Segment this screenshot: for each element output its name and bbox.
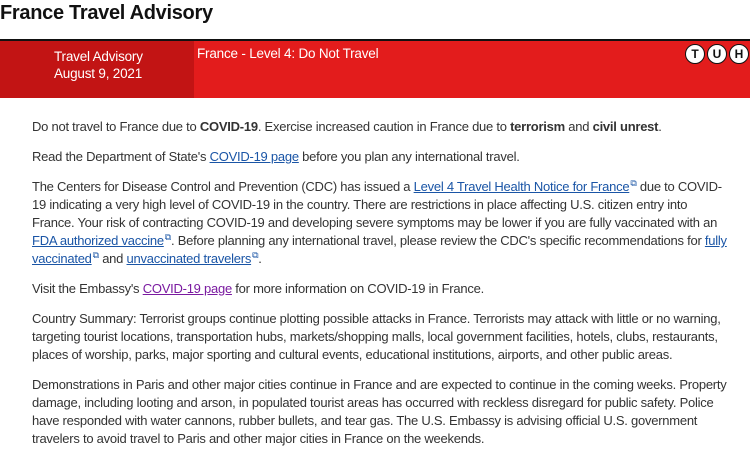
indicator-u-icon[interactable]: U [707,44,727,64]
external-link-icon: ⧉ [164,231,171,242]
embassy-covid-link[interactable]: COVID-19 page [142,281,232,296]
fully-vaccinated-link[interactable]: fully vaccinated [32,233,727,266]
advisory-date: August 9, 2021 [54,66,143,81]
demonstrations-paragraph: Demonstrations in Paris and other major cities continue in France and are expected to continue in the coming weeks. Property damage, including looting and arson, in populated tourist areas has occurred with reckless disregard for public safety. Police have responded with water cannons, rubber bullets, and tear gas. The U.S. Embassy is advising official U.S. government travelers to avoid travel to Paris and other major cities in France on the weekends. [32,377,727,446]
advisory-meta-panel [0,41,194,98]
external-link-icon: ⧉ [92,249,99,260]
advisory-content [32,118,732,460]
indicator-h-icon[interactable]: H [729,44,749,64]
advisory-level: France - Level 4: Do Not Travel [197,46,379,61]
embassy-paragraph: Visit the Embassy's COVID-19 page for more information on COVID-19 in France. [32,281,484,296]
advisory-type-label: Travel Advisory [54,49,143,64]
country-summary: Country Summary: Terrorist groups continue plotting possible attacks in France. Terrorists may attack with little or no warning, targeting tourist locations, transportation hubs, markets/shopping malls, local government facilities, hotels, clubs, restaurants, places of worship, parks, major sporting and cultural events, educational institutions, airports, and other public areas. [32,311,721,362]
state-covid-link[interactable]: COVID-19 page [209,149,299,164]
unvaccinated-travelers-link[interactable]: unvaccinated travelers [126,251,252,266]
external-link-icon: ⧉ [630,177,637,188]
cdc-level4-notice-link[interactable]: Level 4 Travel Health Notice for France [413,179,630,194]
risk-indicators [685,44,749,64]
fda-vaccine-link[interactable]: FDA authorized vaccine [32,233,164,248]
state-dept-paragraph: Read the Department of State's COVID-19 page before you plan any international travel. [32,149,520,164]
advisory-summary: Do not travel to France due to COVID-19. Exercise increased caution in France due to terrorism and civil unrest. [32,119,662,134]
external-link-icon: ⧉ [252,249,259,260]
cdc-paragraph: The Centers for Disease Control and Prevention (CDC) has issued a Level 4 Travel Health Notice for France⧉ due to COVID-19 indicating a very high level of COVID-19 in the country. There are restrictions in place affecting U.S. citizen entry into France. Your risk of contracting COVID-19 and developing severe symptoms may be lower if you are fully vaccinated with an FDA authorized vaccine⧉. Before planning any international travel, please review the CDC's specific recommendations for fully vaccinated⧉ and unvaccinated travelers⧉. [32,177,727,266]
indicator-t-icon[interactable]: T [685,44,705,64]
page-title: France Travel Advisory [0,2,213,24]
advisory-banner [0,39,750,98]
